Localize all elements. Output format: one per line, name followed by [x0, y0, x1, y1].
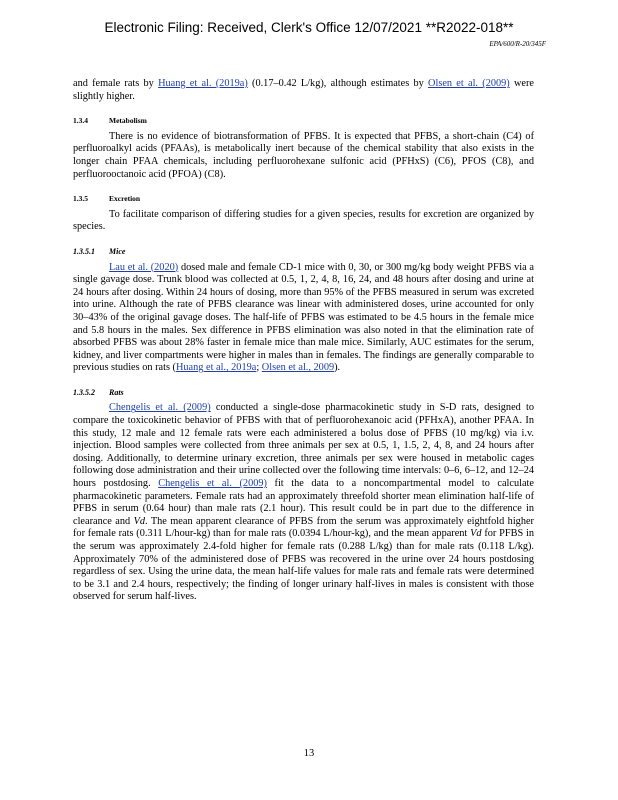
intro-text-3: were slightly higher. [73, 78, 534, 102]
section-heading-mice [73, 246, 534, 259]
rats-text-2: fit the data to a noncompartmental model to calculate pharmacokinetic parameters. Female rats had an approximately threefold shorter mean elimination half-life of PFBS in serum (0.64 hour) than male rats (2.1 hour). This result could be in part due to the difference in clearance and [73, 478, 534, 527]
section-heading-metabolism [73, 115, 534, 128]
mice-paragraph [73, 262, 534, 375]
section-number: 1.3.5 [73, 194, 88, 204]
mice-text-3: ). [334, 362, 341, 374]
intro-text-1: and female rats by [73, 78, 159, 89]
excretion-paragraph: To facilitate comparison of differing studies for a given species, results for excretion are organized by species. [73, 208, 534, 233]
citation-link[interactable]: Huang et al., 2019a [175, 362, 257, 374]
citation-link[interactable]: Huang et al. (2019a) [158, 78, 248, 89]
section-number: 1.3.4 [73, 116, 88, 126]
rats-text-1: conducted a single-dose pharmacokinetic study in S-D rats, designed to compare the toxicokinetic behavior of PFBS with that of perfluorohexanoic acid (PFHxA), another PFAA. In this study, 12 male and 12 female rats were each administered a bolus dose of PFBS (10 mg/kg) via i.v. injection. Blood samples were collected from three animals per sex at 0.5, 1, 1.5, 2, 4, 8, and 24 hours after dosing. Additionally, to determine urinary excretion, three animals per sex were housed in metabolic cages following dose administration and their urine collected over the following time intervals: 0–6, 6–12, and 12–24 hours postdosing. [73, 402, 535, 490]
rats-text-3: . The mean apparent clearance of PFBS from the serum was approximately eightfold higher for female rats (0.311 L/hour-kg) than for male rats (0.0394 L/hour-kg), and the mean apparent [73, 515, 534, 540]
page-number: 13 [303, 748, 315, 759]
metabolism-paragraph: There is no evidence of biotransformation of PFBS. It is expected that PFBS, a short-chain (C4) of perfluoroalkyl acids (PFAAs), is metabolically inert because of the chemical stability that also exists in the longer chain PFAA chemicals, including perfluorohexane sulfonic acid (PFHxS) (C6), PFOS (C8), and perfluorooctanoic acid (PFOA) (C8). [73, 130, 534, 180]
page-body [73, 78, 534, 604]
rats-paragraph [73, 402, 534, 604]
section-number: 1.3.5.1 [73, 246, 95, 256]
rats-text-4: for PFBS in the serum was approximately 2.4-fold higher for female rats (0.288 L/kg) than for male rats (0.118 L/kg). Approximately 70% of the administered dose of PFBS was recovered in the urine over 24 hours postdosing regardless of sex. Using the urine data, the mean half-life values for male rats and female rats were determined to be 3.1 and 2.4 hours, respectively; the finding of longer urinary half-lives in males is consistent with those observed for serum half-lives. [73, 528, 534, 603]
section-heading-excretion [73, 193, 534, 206]
vd-symbol: Vd [133, 515, 146, 527]
section-number: 1.3.5.2 [73, 387, 95, 397]
section-title: Rats [109, 387, 124, 397]
citation-link[interactable]: Olsen et al. (2009) [428, 78, 510, 89]
citation-link[interactable]: Olsen et al., 2009 [261, 362, 335, 374]
citation-link[interactable]: Chengelis et al. (2009) [158, 478, 267, 490]
intro-text-2: (0.17–0.42 L/kg), although estimates by [247, 78, 429, 89]
section-title: Excretion [109, 194, 141, 204]
document-number: EPA/600/R-20/345F [489, 40, 546, 48]
citation-link[interactable]: Chengelis et al. (2009) [109, 402, 211, 414]
section-title: Metabolism [109, 116, 147, 126]
mice-text-2: ; [256, 362, 262, 374]
mice-text-1: dosed male and female CD-1 mice with 0, 30, or 300 mg/kg body weight PFBS via a single gavage dose. Trunk blood was collected at 0.5, 1, 2, 4, 8, 16, 24, and 48 hours after dosing and urine at 24 hours after dosing. Within 24 hours of dosing, more than 95% of the PFBS measured in serum was excreted into urine. Although the rate of PFBS clearance was linear with administered doses, urine accounted for only 30–43% of the original gavage doses. The half-life of PFBS was estimated to be 4.5 hours in the female mice and 5.8 hours in the males. Sex difference in PFBS elimination was also noted in that the elimination rate of absorbed PFBS was about 28% faster in female mice than male mice. Similarly, AUC estimates for the serum, kidney, and liver compartments were higher in males than in females. The findings are generally comparable to previous studies on rats ( [73, 261, 534, 374]
filing-header: Electronic Filing: Received, Clerk's Office 12/07/2021 **R2022-018** [104, 20, 514, 35]
section-title: Mice [109, 246, 126, 256]
citation-link[interactable]: Lau et al. (2020) [109, 261, 179, 273]
intro-paragraph [73, 78, 534, 103]
vd-symbol: Vd [470, 528, 482, 540]
section-heading-rats [73, 387, 534, 400]
